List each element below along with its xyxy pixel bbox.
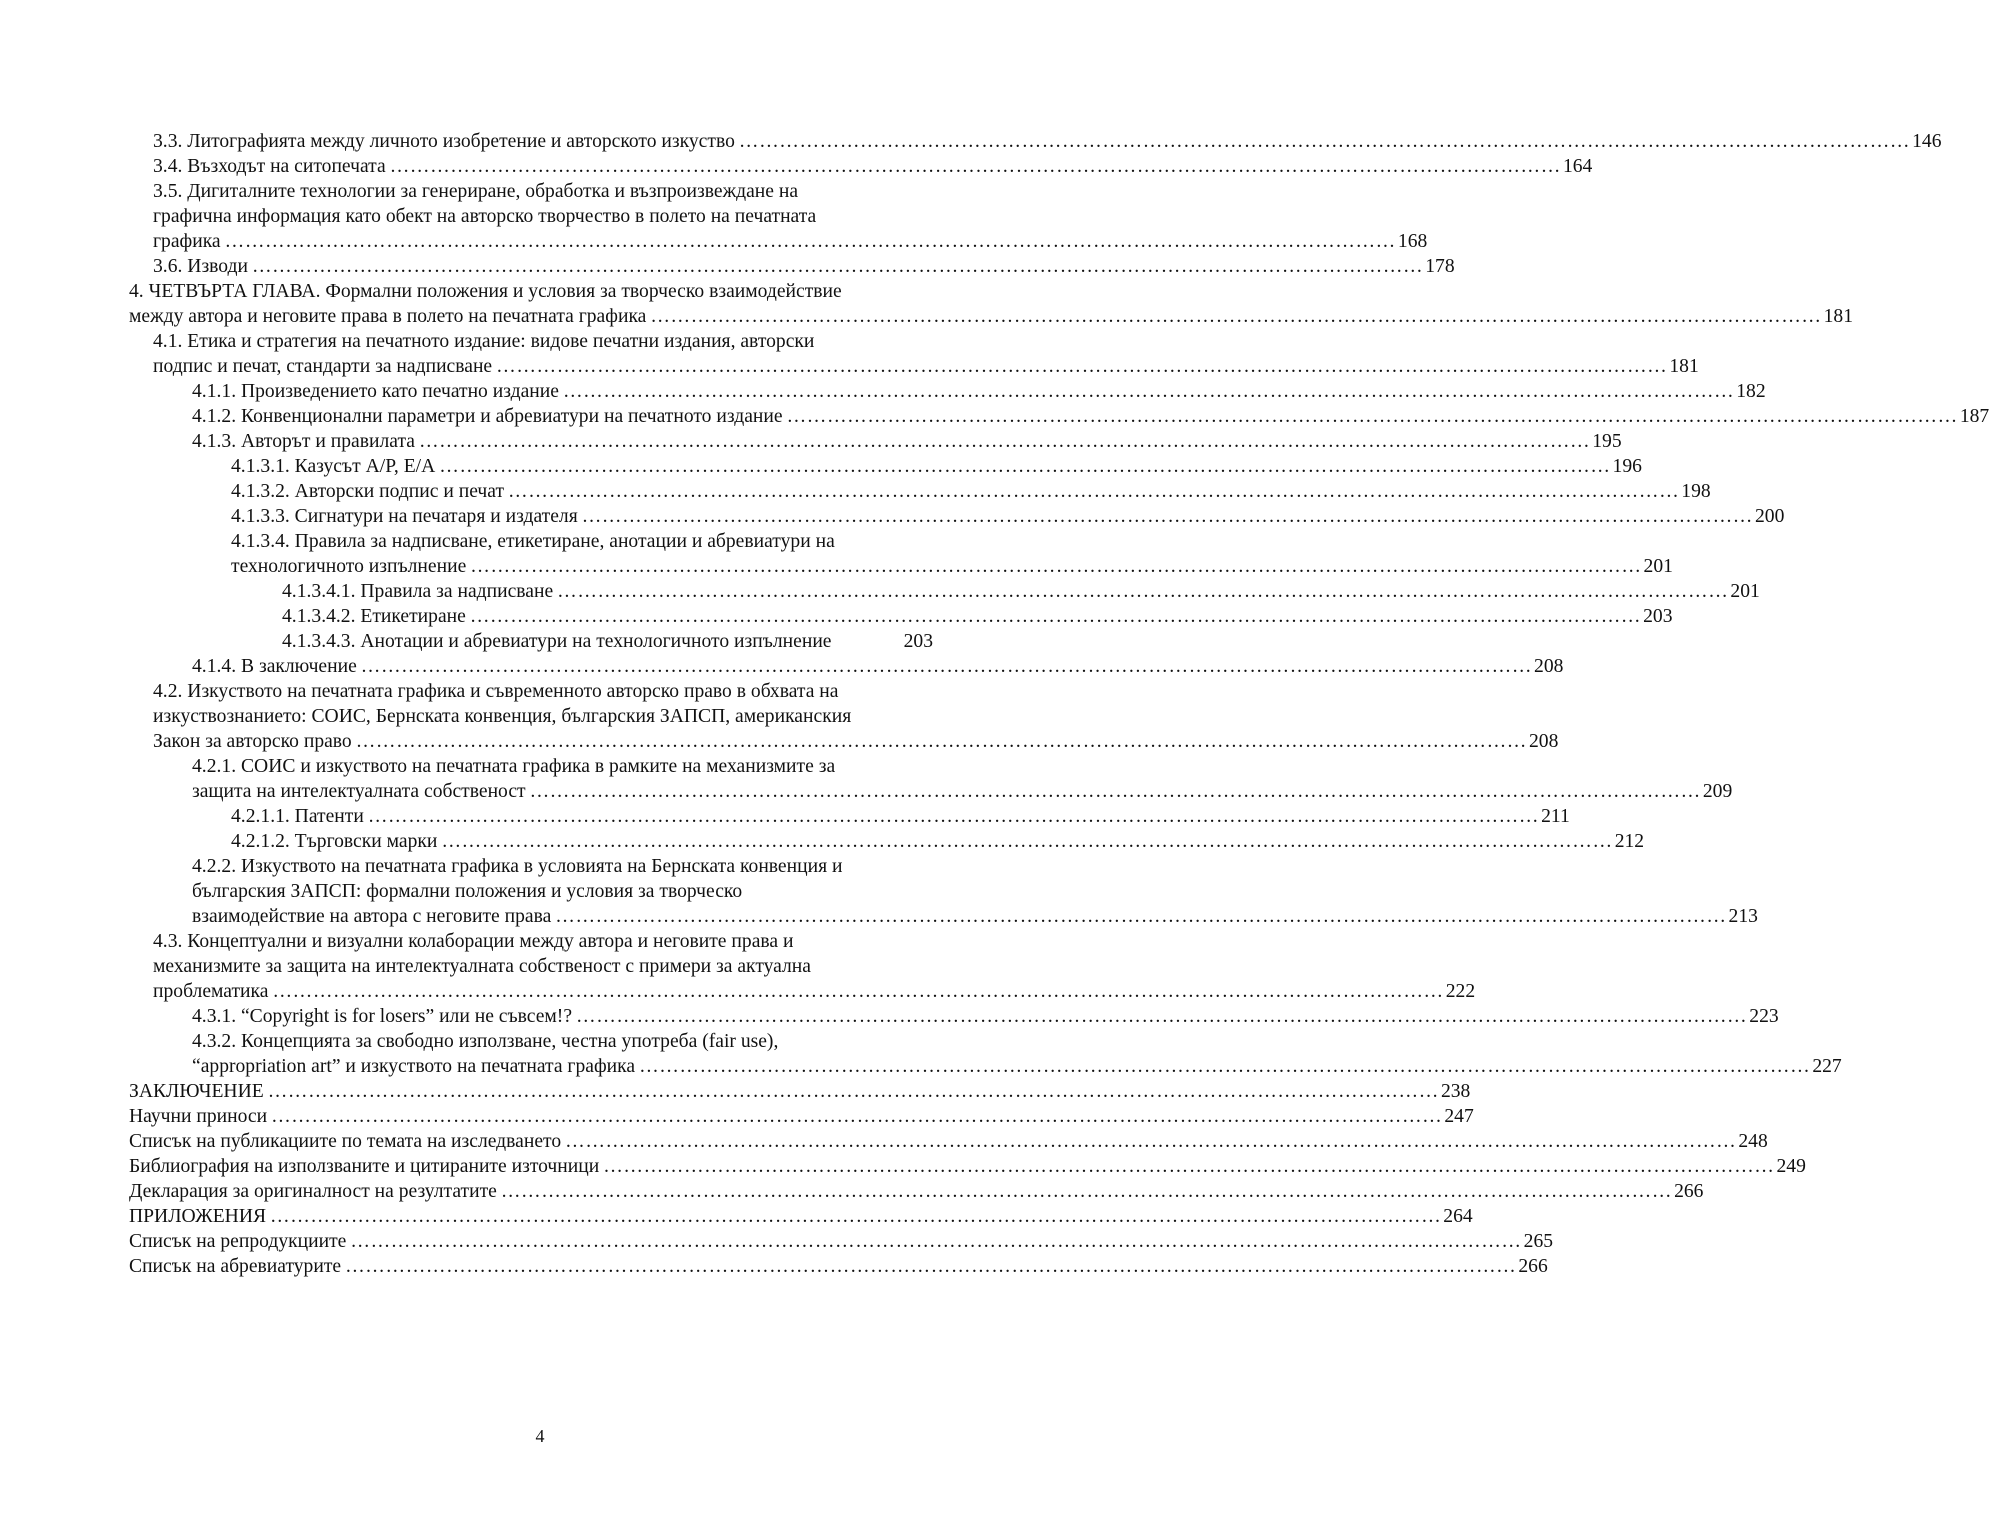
toc-leader-dots: ………………………………………………………………………………………………………………………………………………………… xyxy=(500,1181,1673,1202)
toc-entry-title: ЗАКЛЮЧЕНИЕ xyxy=(129,1081,264,1102)
toc-leader-dots: ………………………………………………………………………………………………………………………………………………………… xyxy=(508,481,1680,502)
toc-entry xyxy=(129,329,1699,379)
toc-line xyxy=(129,1054,1842,1079)
toc-page-number: 198 xyxy=(1681,481,1711,502)
toc-entry-title: ПРИЛОЖЕНИЯ xyxy=(129,1206,267,1227)
toc-leader-dots: ………………………………………………………………………………………………………………………………………………………… xyxy=(603,1156,1775,1177)
toc-entry xyxy=(129,1154,1806,1179)
toc-entry xyxy=(129,379,1766,404)
toc-entry-title: “approрriation art” и изкуството на печатната графика xyxy=(192,1056,636,1077)
toc-leader-dots: ………………………………………………………………………………………………………………………………………………………… xyxy=(565,1131,1737,1152)
toc-line xyxy=(129,904,1758,929)
toc-leader-dots: ………………………………………………………………………………………………………………………………………………………… xyxy=(441,831,1613,852)
toc-leader-dots: ………………………………………………………………………………………………………………………………………………………… xyxy=(267,1081,1439,1102)
toc-line xyxy=(129,554,1673,579)
toc-entry xyxy=(129,279,1853,329)
table-of-contents xyxy=(129,129,1989,1279)
toc-entry-title: 4.1.3.4. Правила за надписване, етикетиране, анотации и абревиатури на xyxy=(231,531,835,552)
toc-entry-title: 4.1.1. Произведението като печатно издание xyxy=(192,381,559,402)
toc-entry-title: 4.2.2. Изкуството на печатната графика в условията на Бернската конвенция и xyxy=(192,856,843,877)
toc-line xyxy=(129,854,933,879)
toc-entry xyxy=(129,479,1711,504)
toc-leader-dots: ………………………………………………………………………………………………………………………………………………………… xyxy=(576,1006,1748,1027)
toc-entry xyxy=(129,504,1785,529)
toc-line xyxy=(129,354,1699,379)
toc-entry-title: технологичното изпълнение xyxy=(231,556,467,577)
toc-leader-dots: ………………………………………………………………………………………………………………………………………………………… xyxy=(360,656,1533,677)
toc-entry xyxy=(129,1079,1471,1104)
toc-leader-dots: ………………………………………………………………………………………………………………………………………………………… xyxy=(786,406,1958,427)
toc-line xyxy=(129,1129,1768,1154)
toc-page-number: 208 xyxy=(1534,656,1564,677)
toc-line xyxy=(129,179,933,204)
toc-entry xyxy=(129,804,1570,829)
toc-line xyxy=(129,629,933,654)
toc-entry-title: 4.1.3.4.2. Етикетиране xyxy=(282,606,466,627)
toc-line xyxy=(129,779,1733,804)
toc-entry-title: 3.5. Дигиталните технологии за генериране, обработка и възпроизвеждане на xyxy=(153,181,799,202)
toc-entry-title: 3.3. Литографията между личното изобретение и авторското изкуство xyxy=(153,131,735,152)
toc-page-number: 222 xyxy=(1445,981,1476,1002)
toc-line xyxy=(129,704,933,729)
toc-entry-title: Списък на публикациите по темата на изследването xyxy=(129,1131,562,1152)
toc-entry-title: 4.3.2. Концепцията за свободно използване, честна употреба (fair use), xyxy=(192,1031,779,1052)
toc-page-number: 146 xyxy=(1912,131,1942,152)
toc-leader-dots: ………………………………………………………………………………………………………………………………………………………… xyxy=(389,156,1561,177)
toc-entry-title: 4.1.2. Конвенционални параметри и абревиатури на печатното издание xyxy=(192,406,783,427)
toc-line xyxy=(129,279,933,304)
toc-leader-dots: ………………………………………………………………………………………………………………………………………………………… xyxy=(529,781,1701,802)
toc-entry-title: 4.1.3.1. Казусът A/P, E/A xyxy=(231,456,436,477)
toc-page-number: 213 xyxy=(1728,906,1758,927)
toc-line xyxy=(129,654,1564,679)
toc-entry-title: изкуствознанието: СОИС, Бернската конвенция, българския ЗАПСП, американския xyxy=(153,706,852,727)
toc-line xyxy=(129,1204,1473,1229)
toc-entry-title: 4.2.1. СОИС и изкуството на печатната графика в рамките на механизмите за xyxy=(192,756,836,777)
toc-entry-title: Научни приноси xyxy=(129,1106,268,1127)
toc-leader-dots: ………………………………………………………………………………………………………………………………………………………… xyxy=(581,506,1753,527)
toc-page-number: 248 xyxy=(1738,1131,1768,1152)
toc-line xyxy=(129,229,1428,254)
toc-entry xyxy=(129,454,1642,479)
toc-leader-dots: ………………………………………………………………………………………………………………………………………………………… xyxy=(418,431,1591,452)
toc-entry-title: 3.6. Изводи xyxy=(153,256,248,277)
toc-page-number: 178 xyxy=(1425,256,1455,277)
toc-entry-title: 4.1.3.3. Сигнатури на печатаря и издателя xyxy=(231,506,578,527)
toc-entry-title: 4.1.4. В заключение xyxy=(192,656,357,677)
toc-entry-title: Декларация за оригиналност на резултатите xyxy=(129,1181,497,1202)
toc-page-number: 211 xyxy=(1541,806,1570,827)
toc-line xyxy=(129,1179,1704,1204)
toc-page-number: 195 xyxy=(1592,431,1622,452)
toc-line xyxy=(129,304,1853,329)
toc-entry xyxy=(129,629,933,654)
toc-page-number: 203 xyxy=(1643,606,1673,627)
toc-leader-dots: ………………………………………………………………………………………………………………………………………………………… xyxy=(639,1056,1811,1077)
toc-entry xyxy=(129,1104,1474,1129)
toc-leader-dots: ………………………………………………………………………………………………………………………………………………………… xyxy=(439,456,1611,477)
toc-line xyxy=(129,1154,1806,1179)
toc-entry-title: защита на интелектуалната собственост xyxy=(192,781,526,802)
toc-entry-title: 4.2. Изкуството на печатната графика и съвременното авторско право в обхвата на xyxy=(153,681,839,702)
toc-line xyxy=(129,379,1766,404)
toc-page-number: 164 xyxy=(1562,156,1593,177)
toc-line xyxy=(129,1029,933,1054)
toc-entry xyxy=(129,754,1733,804)
toc-entry xyxy=(129,654,1564,679)
toc-line xyxy=(129,204,933,229)
toc-entry-title: между автора и неговите права в полето на печатната графика xyxy=(129,306,647,327)
toc-entry xyxy=(129,1129,1768,1154)
toc-page-number: 182 xyxy=(1736,381,1766,402)
toc-entry xyxy=(129,154,1593,179)
toc-leader-dots: ………………………………………………………………………………………………………………………………………………………… xyxy=(562,381,1735,402)
toc-page-number: 187 xyxy=(1959,406,1989,427)
toc-page-number: 200 xyxy=(1754,506,1785,527)
toc-leader-dots: ………………………………………………………………………………………………………………………………………………………… xyxy=(271,1106,1443,1127)
toc-line xyxy=(129,1254,1548,1279)
toc-line xyxy=(129,579,1760,604)
toc-entry xyxy=(129,129,1942,154)
toc-line xyxy=(129,479,1711,504)
toc-line xyxy=(129,404,1989,429)
toc-line xyxy=(129,154,1593,179)
toc-page-number: 238 xyxy=(1440,1081,1471,1102)
toc-entry xyxy=(129,679,1559,754)
toc-page-number: 209 xyxy=(1702,781,1733,802)
toc-entry xyxy=(129,254,1455,279)
toc-leader-dots: ………………………………………………………………………………………………………………………………………………………… xyxy=(345,1256,1517,1277)
toc-entry-title: взаимодействие на автора с неговите права xyxy=(192,906,552,927)
toc-page-number: 249 xyxy=(1776,1156,1806,1177)
toc-line xyxy=(129,679,933,704)
toc-entry-title: 4.2.1.1. Патенти xyxy=(231,806,364,827)
toc-entry-title: Списък на репродукциите xyxy=(129,1231,347,1252)
toc-line xyxy=(129,429,1622,454)
toc-page-number: 208 xyxy=(1528,731,1559,752)
toc-entry xyxy=(129,1254,1548,1279)
toc-leader-dots: ………………………………………………………………………………………………………………………………………………………… xyxy=(496,356,1668,377)
toc-entry-title: 4. ЧЕТВЪРТА ГЛАВА. Формални положения и условия за творческо взаимодействие xyxy=(129,281,842,302)
toc-entry xyxy=(129,604,1673,629)
toc-line xyxy=(129,454,1642,479)
toc-leader-dots: ………………………………………………………………………………………………………………………………………………………… xyxy=(272,981,1444,1002)
toc-leader-dots: ………………………………………………………………………………………………………………………………………………………… xyxy=(350,1231,1522,1252)
toc-leader-dots: ………………………………………………………………………………………………………………………………………………………… xyxy=(650,306,1822,327)
toc-page-number: 201 xyxy=(1730,581,1760,602)
page-number: 4 xyxy=(535,1426,545,1446)
toc-line xyxy=(129,254,1455,279)
toc-line xyxy=(129,829,1645,854)
toc-entry-title: 4.2.1.2. Търговски марки xyxy=(231,831,438,852)
toc-entry-title: 4.1. Етика и стратегия на печатното издание: видове печатни издания, авторски xyxy=(153,331,815,352)
toc-page-number: 168 xyxy=(1397,231,1428,252)
toc-line xyxy=(129,754,933,779)
toc-entry-title: проблематика xyxy=(153,981,269,1002)
toc-line xyxy=(129,529,933,554)
toc-entry-title: графична информация като обект на авторско творчество в полето на печатната xyxy=(153,206,817,227)
toc-entry xyxy=(129,179,1428,254)
toc-entry-title: 4.3. Концептуални и визуални колаборации между автора и неговите права и xyxy=(153,931,794,952)
toc-entry xyxy=(129,1179,1704,1204)
toc-line xyxy=(129,604,1673,629)
toc-leader-dots: ………………………………………………………………………………………………………………………………………………………… xyxy=(355,731,1527,752)
toc-entry xyxy=(129,854,1758,929)
toc-page-number: 227 xyxy=(1812,1056,1842,1077)
toc-entry-title: 4.1.3.4.1. Правила за надписване xyxy=(282,581,554,602)
toc-leader-dots: ………………………………………………………………………………………………………………………………………………………… xyxy=(555,906,1727,927)
toc-entry xyxy=(129,829,1645,854)
toc-leader-dots: ………………………………………………………………………………………………………………………………………………………… xyxy=(270,1206,1442,1227)
toc-entry xyxy=(129,404,1989,429)
toc-entry xyxy=(129,1004,1779,1029)
toc-entry xyxy=(129,929,1476,1004)
toc-page-number: 247 xyxy=(1444,1106,1474,1127)
toc-line xyxy=(129,729,1559,754)
toc-leader-dots: ………………………………………………………………………………………………………………………………………………………… xyxy=(470,556,1642,577)
toc-entry-title: 4.1.3.2. Авторски подпис и печат xyxy=(231,481,505,502)
toc-page-number: 264 xyxy=(1443,1206,1473,1227)
toc-entry-title: графика xyxy=(153,231,221,252)
toc-page-number: 266 xyxy=(1518,1256,1548,1277)
toc-entry-title: 4.1.3. Авторът и правилата xyxy=(192,431,415,452)
toc-page-number: 196 xyxy=(1612,456,1642,477)
toc-leader-dots: ………………………………………………………………………………………………………………………………………………………… xyxy=(738,131,1911,152)
toc-line xyxy=(129,1104,1474,1129)
toc-entry xyxy=(129,579,1760,604)
toc-leader-dots: ………………………………………………………………………………………………………………………………………………………… xyxy=(224,231,1396,252)
toc-entry-title: Списък на абревиатурите xyxy=(129,1256,342,1277)
toc-page-number: 212 xyxy=(1614,831,1645,852)
toc-entry xyxy=(129,1204,1473,1229)
toc-page-number: 265 xyxy=(1523,1231,1554,1252)
toc-line xyxy=(129,1079,1471,1104)
toc-leader-dots: ………………………………………………………………………………………………………………………………………………………… xyxy=(367,806,1540,827)
toc-page-number: 266 xyxy=(1674,1181,1704,1202)
toc-leader-dots: ………………………………………………………………………………………………………………………………………………………… xyxy=(251,256,1424,277)
toc-line xyxy=(129,329,933,354)
toc-entry-title: механизмите за защита на интелектуалната собственост с примери за актуална xyxy=(153,956,811,977)
toc-entry-title: българския ЗАПСП: формални положения и условия за творческо xyxy=(192,881,743,902)
toc-line xyxy=(129,129,1942,154)
toc-line xyxy=(129,1229,1554,1254)
toc-entry-title: Закон за авторско право xyxy=(153,731,352,752)
toc-line xyxy=(129,879,933,904)
toc-line xyxy=(129,1004,1779,1029)
toc-line xyxy=(129,929,933,954)
toc-page-number: 201 xyxy=(1643,556,1673,577)
toc-entry-title: 4.1.3.4.3. Анотации и абревиатури на технологичното изпълнение xyxy=(282,631,832,652)
toc-page-number: 223 xyxy=(1749,1006,1779,1027)
toc-entry xyxy=(129,429,1622,454)
toc-entry xyxy=(129,529,1673,579)
toc-line xyxy=(129,504,1785,529)
toc-entry-title: 4.3.1. “Copyright is for losers” или не съвсем!? xyxy=(192,1006,573,1027)
toc-entry xyxy=(129,1229,1554,1254)
toc-line xyxy=(129,979,1476,1004)
toc-page-number: 181 xyxy=(1823,306,1853,327)
toc-page-number: 181 xyxy=(1669,356,1699,377)
toc-page-number: 203 xyxy=(903,631,933,652)
toc-entry-title: подпис и печат, стандарти за надписване xyxy=(153,356,493,377)
toc-entry-title: 3.4. Възходът на ситопечата xyxy=(153,156,386,177)
toc-line xyxy=(129,954,933,979)
toc-entry-title: Библиография на използваните и цитираните източници xyxy=(129,1156,600,1177)
toc-entry xyxy=(129,1029,1842,1079)
toc-line xyxy=(129,804,1570,829)
toc-leader-dots: ………………………………………………………………………………………………………………………………………………………… xyxy=(469,606,1642,627)
toc-leader-dots: ………………………………………………………………………………………………………………………………………………………… xyxy=(557,581,1729,602)
